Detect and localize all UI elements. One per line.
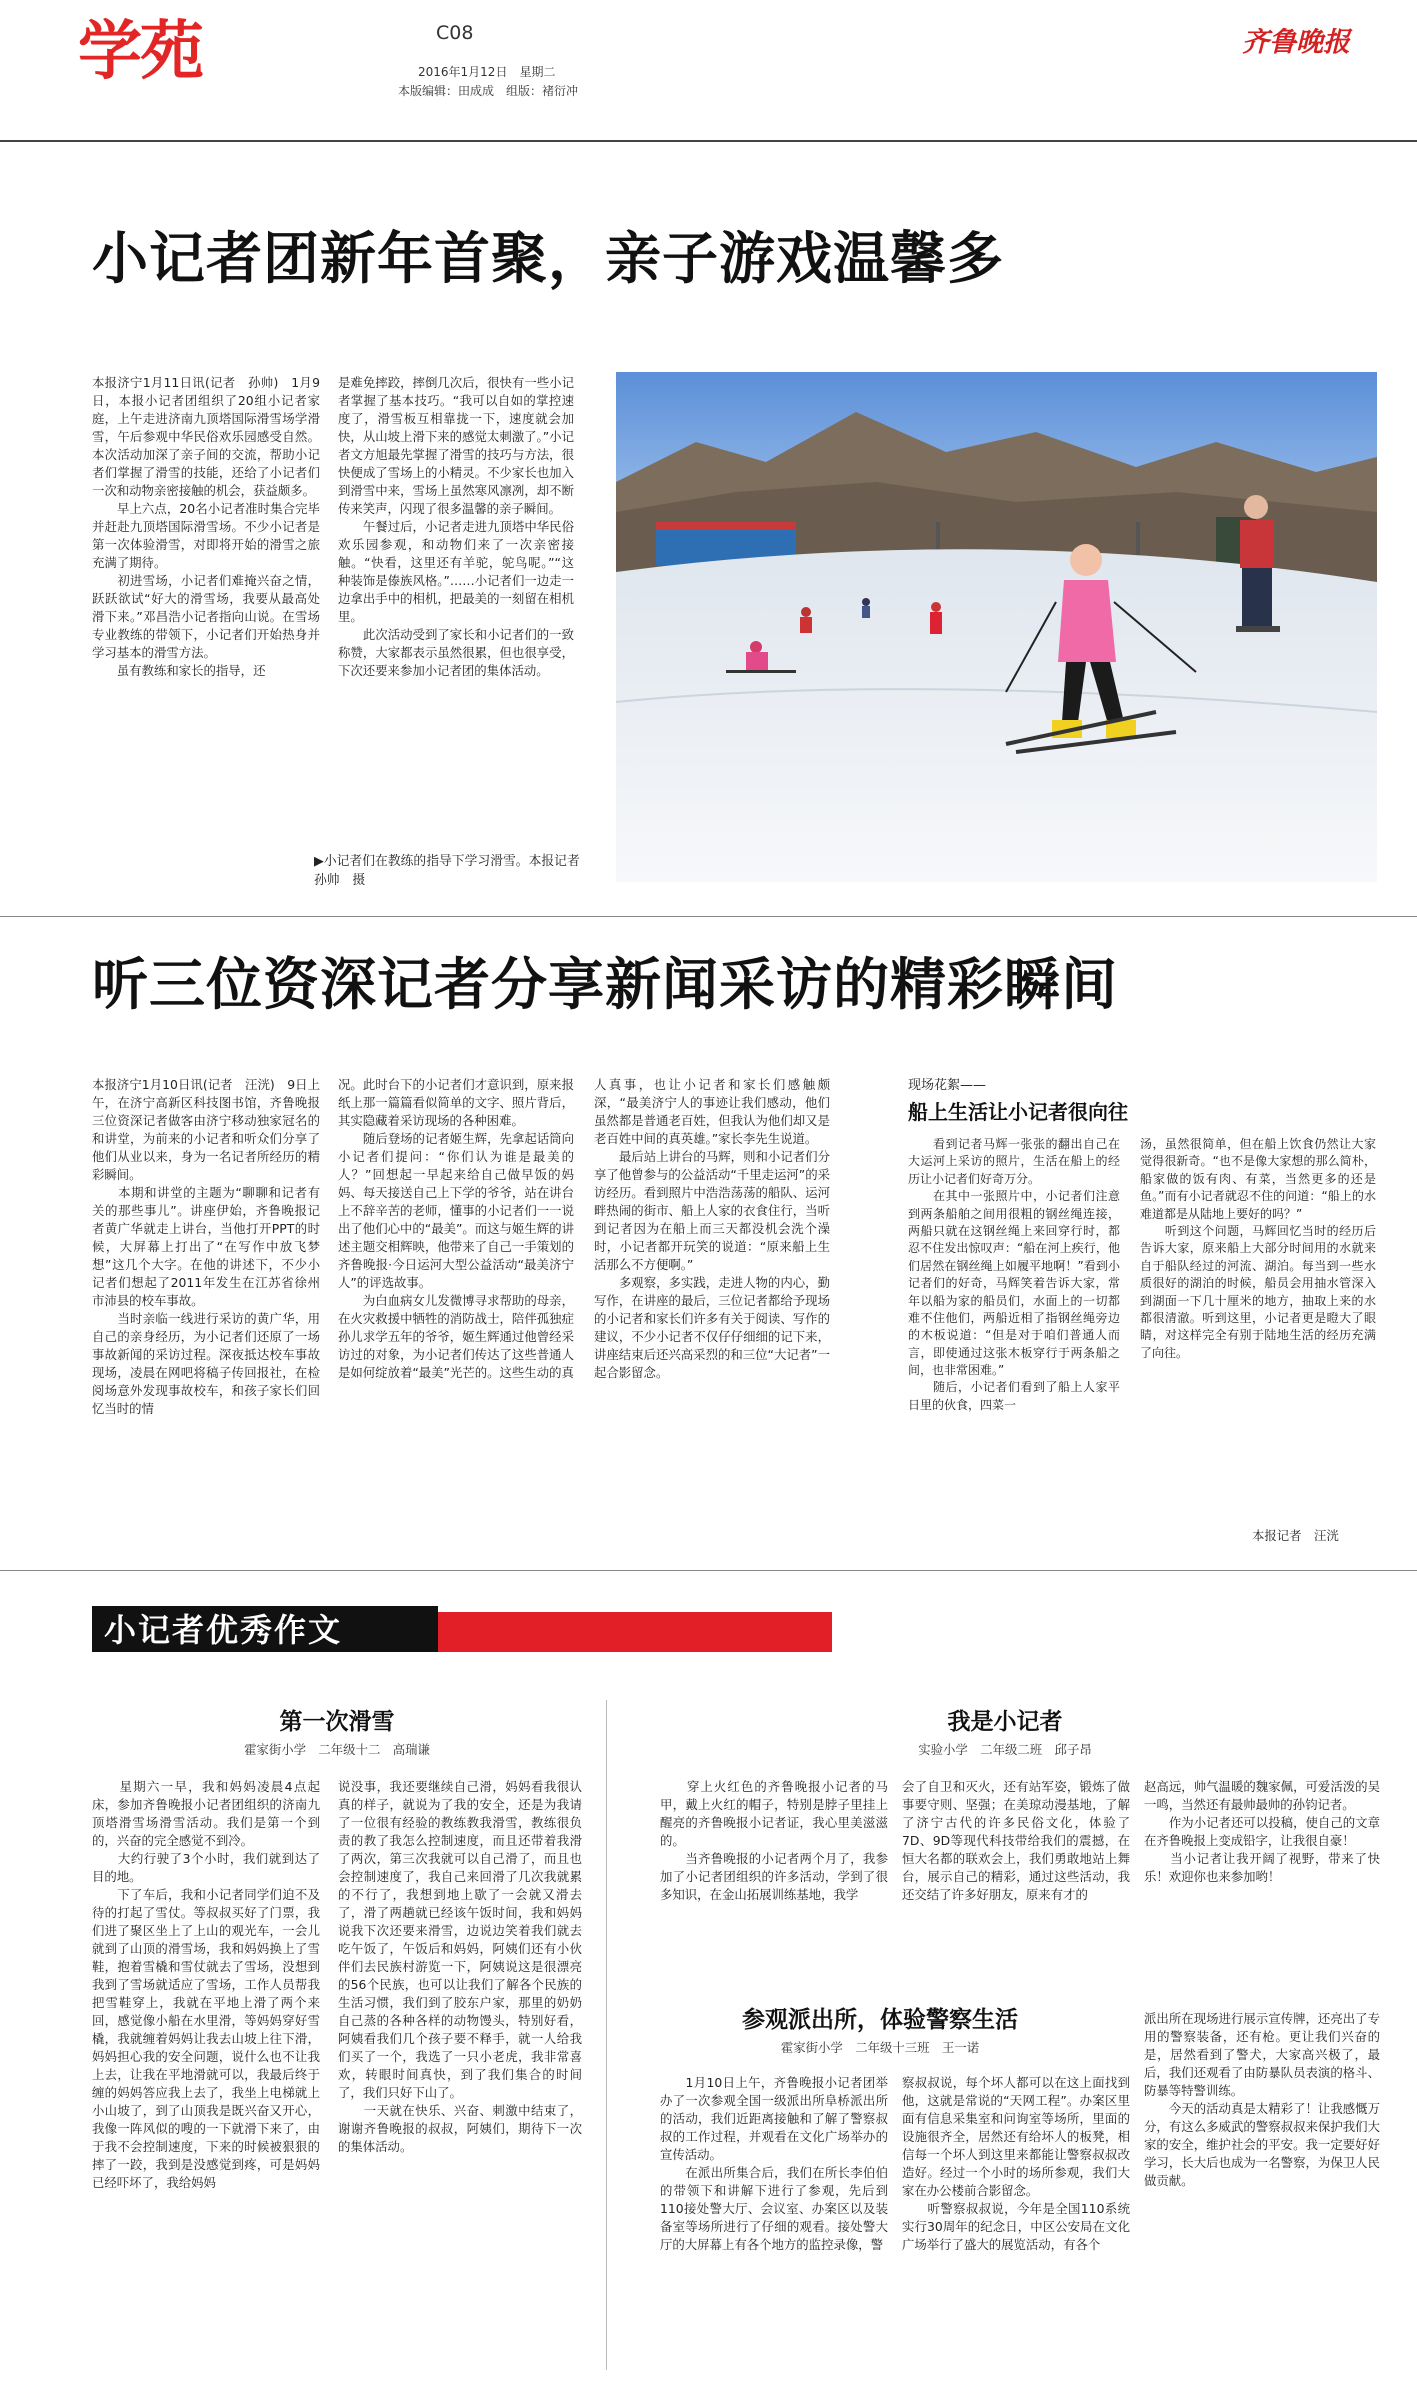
section-divider-1 bbox=[0, 916, 1417, 917]
essay3-author: 霍家街小学 二年级十三班 王一诺 bbox=[780, 2040, 980, 2055]
essay1-col1: 星期六一早，我和妈妈凌晨4点起床，参加齐鲁晚报小记者团组织的济南九顶塔滑雪场滑雪活动。我们是第一个到的，兴奋的完全感觉不到冷。 大约行驶了3个小时，我们就到达了目的地。 下了车后，我和小记者同学们迫不及待的打起了雪仗。等叔叔买好了门票，我们进了聚区坐上了上山的观光车，一会儿就到了山顶的滑雪场，我和妈妈换上了雪鞋，抱着雪橇和雪仗就去了雪场，没想到我到了雪场就适应了雪场，工作人员帮我把雪鞋穿上，我就在平地上滑了两个来回，感觉像小船在水里滑，等妈妈穿好雪橇，我就缠着妈妈让我去山坡上往下滑，妈妈担心我的安全问题，说什么也不让我上去，让我在平地滑就可以，我最后终于缠的妈妈答应我上去了，我坐上电梯就上小山坡了，到了山顶我是既兴奋又开心，我像一阵风似的嗖的一下就滑下来了，由于我不会控制速度，下来的时候被狠狠的摔了一跤，我到是没感觉到疼，可是妈妈已经吓坏了，我给妈妈 bbox=[92, 1779, 320, 2190]
section-divider-2 bbox=[0, 1570, 1417, 1571]
sidebar-kicker: 现场花絮—— bbox=[908, 1078, 987, 1093]
essay3-col3: 派出所在现场进行展示宣传牌，还亮出了专用的警察装备，还有枪。更让我们兴奋的是，居然看到了警犬，大家高兴极了，最后，我们还观看了由防暴队员表演的格斗、防暴等特警训练。 今天的活动真是太精彩了！让我感慨万分，有这么多威武的警察叔叔来保护我们大家的安全，维护社会的平安。我一定要好好学习，长大后也成为一名警察，为保卫人民做贡献。 bbox=[1144, 2011, 1380, 2188]
sidebar-author: 本报记者 汪洸 bbox=[1252, 1528, 1339, 1543]
essay3-title: 参观派出所，体验警察生活 bbox=[742, 2007, 1018, 2033]
essay2-author: 实验小学 二年级二班 邱子昂 bbox=[918, 1742, 1092, 1757]
article1-col1: 本报济宁1月11日讯(记者 孙帅) 1月9日，本报小记者团组织了20组小记者家庭，上午走进济南九顶塔国际滑雪场学滑雪，午后参观中华民俗欢乐园感受自然。本次活动加深了亲子间的交流，帮助小记者们掌握了滑雪的技能，还给了小记者们一次和动物亲密接触的机会，获益颇多。 早上六点，20名小记者准时集合完毕并赶赴九顶塔国际滑雪场。不少小记者是第一次体验滑雪，对即将开始的滑雪之旅充满了期待。 初进雪场，小记者们难掩兴奋之情，跃跃欲试“好大的滑雪场，我要从最高处滑下来。”邓昌浩小记者指向山说。在雪场专业教练的带领下，小记者们开始热身并学习基本的滑雪方法。 虽有教练和家长的指导，还 bbox=[92, 375, 320, 678]
essay2-col2: 会了自卫和灭火，还有站军姿，锻炼了做事要守则、坚强；在美琼动漫基地，了解了济宁古代的许多民俗文化，体验了7D、9D等现代科技带给我们的震撼，在恒大名都的联欢会上，我们勇敢地站上舞台，展示自己的精彩，通过这些活动，我还交结了许多好朋友，原来有才的 bbox=[902, 1779, 1130, 1902]
essay2-title: 我是小记者 bbox=[947, 1709, 1063, 1735]
article1-col2: 是难免摔跤，摔倒几次后，很快有一些小记者掌握了基本技巧。“我可以自如的掌控速度了，滑雪板互相靠拢一下，速度就会加快，从山坡上滑下来的感觉太刺激了。”小记者文方旭最先掌握了滑雪的技巧与方法，很快便成了雪场上的小精灵。不少家长也加入到滑雪中来，雪场上虽然寒风凛冽，却不断传来笑声，闪现了很多温馨的亲子瞬间。 午餐过后，小记者走进九顶塔中华民俗欢乐园参观，和动物们来了一次亲密接触。“快看，这里还有羊驼，鸵鸟呢。”“这种装饰是傣族风格。”……小记者们一边走一边拿出手中的相机，把最美的一刻留在相机里。 此次活动受到了家长和小记者们的一致称赞，大家都表示虽然很累，但也很享受，下次还要来参加小记者团的集体活动。 bbox=[338, 375, 574, 678]
section-masthead: 学苑 bbox=[78, 15, 202, 89]
essay1-title: 第一次滑雪 bbox=[279, 1709, 395, 1735]
sidebar-title: 船上生活让小记者很向往 bbox=[908, 1100, 1128, 1124]
photo-caption: ▶小记者们在教练的指导下学习滑雪。本报记者 孙帅 摄 bbox=[314, 854, 593, 889]
editor-credit: 本版编辑：田成成 组版：褚衍冲 bbox=[398, 84, 579, 98]
essays-banner-title: 小记者优秀作文 bbox=[104, 1611, 343, 1649]
ski-photo bbox=[616, 372, 1377, 882]
masthead-rule bbox=[0, 140, 1417, 142]
issue-date: 2016年1月12日 星期二 bbox=[418, 65, 556, 79]
page-number: C08 bbox=[436, 22, 474, 44]
sidebar-col1: 看到记者马辉一张张的翻出自己在大运河上采访的照片，生活在船上的经历让小记者们好奇万分。 在其中一张照片中，小记者们注意到两条船舶之间用很粗的钢丝绳连接，两船只就在这钢丝绳上来回穿行时，都忍不住发出惊叹声：“船在河上疾行，他们居然在钢丝绳上如履平地啊！”看到小记者们的好奇，马辉笑着告诉大家，常年以船为家的船员们，水面上的一切都难不住他们，两船近相了指钢丝绳旁边的木板说道：“但是对于咱们普通人而言，即使通过这张木板穿行于两条船之间，也非常困难。” 随后，小记者们看到了船上人家平日里的伙食，四菜一 bbox=[908, 1137, 1120, 1412]
essay3-col2: 察叔叔说，每个坏人都可以在这上面找到他，这就是常说的“天网工程”。办案区里面有信息采集室和问询室等场所，里面的设施很齐全，居然还有给坏人的板凳，相信每一个坏人到这里来都能让警察叔叔改造好。经过一个小时的场所参观，我们大家在办公楼前合影留念。 听警察叔叔说，今年是全国110系统实行30周年的纪念日，中区公安局在文化广场举行了盛大的展览活动，有各个 bbox=[902, 2075, 1130, 2252]
article2-headline: 听三位资深记者分享新闻采访的精彩瞬间 bbox=[92, 953, 1118, 1018]
article1-headline: 小记者团新年首聚，亲子游戏温馨多 bbox=[92, 227, 1004, 292]
article2-col2: 况。此时台下的小记者们才意识到，原来报纸上那一篇篇看似简单的文字、照片背后，其实隐藏着采访现场的各种困难。 随后登场的记者姬生辉，先拿起话筒向小记者们提问：“你们认为谁是最美的人？”回想起一早起来给自己做早饭的妈妈、每天接送自己上下学的爷爷，站在讲台上不辞辛苦的老师，懂事的小记者们一一说出了他们心中的“最美”。而这与姬生辉的讲述主题交相辉映，他带来了自己一手策划的齐鲁晚报·今日运河大型公益活动“最美济宁人”的评选故事。 为白血病女儿发微博寻求帮助的母亲，在火灾救援中牺牲的消防战士，陪伴孤独症孙儿求学五年的爷爷，姬生辉通过他曾经采访过的对象，为小记者们传达了这些普通人是如何绽放着“最美”光芒的。这些生动的真 bbox=[338, 1077, 574, 1380]
essay-column-divider bbox=[606, 1700, 607, 2370]
essay3-col1: 1月10日上午，齐鲁晚报小记者团举办了一次参观全国一级派出所阜桥派出所的活动，我们近距离接触和了解了警察叔叔的工作过程，并观看在文化广场举办的宣传活动。 在派出所集合后，我们在所长李伯伯的带领下和讲解下进行了参观，先后到110接处警大厅、会议室、办案区以及装备室等场所进行了仔细的观看。接处警大厅的大屏幕上有各个地方的监控录像，警 bbox=[660, 2075, 888, 2252]
sidebar-col2: 汤，虽然很简单，但在船上饮食仍然让大家觉得很新奇。“也不是像大家想的那么简朴，船家做的饭有肉、有菜，当然更多的还是鱼。”而有小记者就忍不住的问道：“船上的水难道都是从陆地上要好的吗？” 听到这个问题，马辉回忆当时的经历后告诉大家，原来船上大部分时间用的水就来自于船队经过的河流、湖泊。每当到一些水质很好的湖泊的时候，船员会用抽水管深入到湖面一下几十厘米的地方，抽取上来的水都很清澈。听到这里，小记者更是瞪大了眼睛，对这样完全有别于陆地生活的经历充满了向往。 bbox=[1140, 1137, 1376, 1360]
essay1-author: 霍家街小学 二年级十二 高瑞谦 bbox=[244, 1742, 430, 1757]
newspaper-logo: 齐鲁晚报 bbox=[1242, 27, 1350, 58]
article2-col1: 本报济宁1月10日讯(记者 汪洸) 9日上午，在济宁高新区科技图书馆，齐鲁晚报三位资深记者做客由济宁移动独家冠名的和讲堂，为前来的小记者和听众们分享了他们从业以来，身为一名记者所经历的精彩瞬间。 本期和讲堂的主题为“聊聊和记者有关的那些事儿”。讲座伊始，齐鲁晚报记者黄广华就走上讲台，当他打开PPT的时候，大屏幕上打出了“在写作中放飞梦想”这几个大字。在他的讲述下，不少小记者们想起了2011年发生在江苏省徐州市沛县的校车事故。 当时亲临一线进行采访的黄广华，用自己的亲身经历，为小记者们还原了一场事故新闻的采访过程。深夜抵达校车事故现场，凌晨在网吧将稿子传回报社，在检阅场意外发现事故校车，和孩子家长们回忆当时的情 bbox=[92, 1077, 320, 1416]
essay2-col3: 赵高远，帅气温暖的魏家佩，可爱活泼的吴一鸣，当然还有最帅最帅的孙钧记者。 作为小记者还可以投稿，使自己的文章在齐鲁晚报上变成铅字，让我很自豪！ 当小记者让我开阔了视野，带来了快乐！欢迎你也来参加哟！ bbox=[1144, 1779, 1380, 1884]
ski-scene-illustration bbox=[616, 372, 1377, 882]
essay2-col1: 穿上火红色的齐鲁晚报小记者的马甲，戴上火红的帽子，特别是脖子里挂上醒亮的齐鲁晚报小记者证，我心里美滋滋的。 当齐鲁晚报的小记者两个月了，我参加了小记者团组织的许多活动，学到了很多知识，在金山拓展训练基地，我学 bbox=[660, 1779, 888, 1902]
essay1-col2: 说没事，我还要继续自己滑，妈妈看我很认真的样子，就说为了我的安全，还是为我请了一位很有经验的教练教我滑雪，教练很负责的教了我怎么控制速度，而且还带着我滑了两次，第三次我就可以自己滑了，而且也会控制速度了，我自己来回滑了几次我就累的不行了，我想到地上歇了一会就又滑去了，滑了两趟就已经该午饭时间，我和妈妈说我下次还要来滑雪，边说边笑着我们就去吃午饭了，午饭后和妈妈，阿姨们还有小伙伴们去民族村游览一下，阿姨说这是很漂亮的56个民族，也可以让我们了解各个民族的生活习惯，我们到了胶东户家，那里的奶奶自己蒸的各种各样的动物馒头，特别好看，阿姨看我们几个孩子要不释手，就一人给我们买了一个，我选了一只小老虎，我非常喜欢，转眼时间真快，到了我们集合的时间了，我们只好下山了。 一天就在快乐、兴奋、刺激中结束了，谢谢齐鲁晚报的叔叔，阿姨们，期待下一次的集体活动。 bbox=[338, 1779, 582, 2154]
article2-col3: 人真事，也让小记者和家长们感触颇深，“最美济宁人的事迹让我们感动，他们虽然都是普通老百姓，但我认为他们却又是老百姓中间的真英雄。”家长李先生说道。 最后站上讲台的马辉，则和小记者们分享了他曾参与的公益活动“千里走运河”的采访经历。看到照片中浩浩荡荡的船队、运河畔热闹的街市、船上人家的衣食住行，当听到记者因为在船上而三天都没机会洗个澡时，小记者都开玩笑的说道：“原来船上生活那么不方便啊。” 多观察，多实践，走进人物的内心，勤写作，在讲座的最后，三位记者都给予现场的小记者和家长们许多有关于阅读、写作的建议，不少小记者不仅仔仔细细的记下来，讲座结束后还兴高采烈的和三位“大记者”一起合影留念。 bbox=[594, 1077, 830, 1380]
